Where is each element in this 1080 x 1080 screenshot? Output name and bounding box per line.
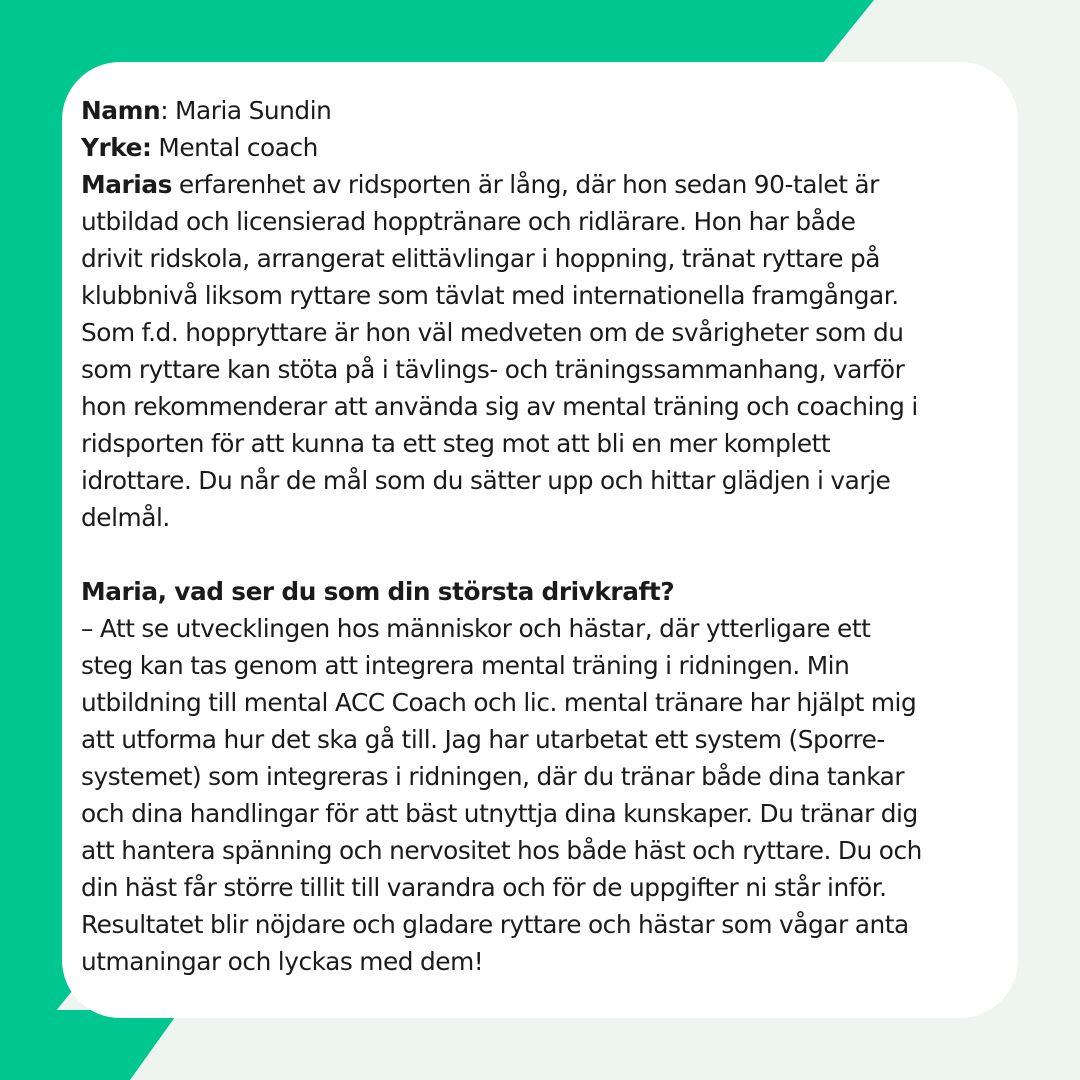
answer-line: Resultatet blir nöjdare och gladare ryttare och hästar som vågar anta: [81, 910, 909, 939]
answer-line: – Att se utvecklingen hos människor och hästar, där ytterligare ett: [81, 614, 871, 643]
bio-line: drivit ridskola, arrangerat elittävlingar i hoppning, tränat ryttare på: [81, 244, 881, 273]
answer-line: utmaningar och lyckas med dem!: [81, 947, 484, 976]
name-value: : Maria Sundin: [160, 96, 332, 125]
bio-lead: Marias: [81, 170, 172, 199]
profession-value: Mental coach: [151, 133, 318, 162]
answer-line: utbildning till mental ACC Coach och lic. mental tränare har hjälpt mig: [81, 688, 917, 717]
name-label: Namn: [81, 96, 161, 125]
bio-text: erfarenhet av ridsporten är lång, där hon sedan 90-talet är: [171, 170, 879, 199]
answer-line: och dina handlingar för att bäst utnyttja dina kunskaper. Du tränar dig: [81, 799, 918, 828]
answer-line: systemet) som integreras i ridningen, där du tränar både dina tankar: [81, 762, 905, 791]
answer-line: din häst får större tillit till varandra och för de uppgifter ni står inför.: [81, 873, 887, 902]
name-row: [81, 92, 1004, 129]
bio-line: utbildad och licensierad hopptränare och ridlärare. Hon har både: [81, 207, 856, 236]
green-band-bottom: [0, 1010, 180, 1080]
bio-line: som ryttare kan stöta på i tävlings- och träningssammanhang, varför: [81, 355, 905, 384]
paragraph-spacer: [81, 536, 1004, 573]
bio-line: ridsporten för att kunna ta ett steg mot att bli en mer komplett: [81, 429, 831, 458]
answer-line: att utforma hur det ska gå till. Jag har utarbetat ett system (Sporre-: [81, 725, 885, 754]
bio-line: klubbnivå liksom ryttare som tävlat med internationella framgångar.: [81, 281, 899, 310]
bio-line: idrottare. Du når de mål som du sätter upp och hittar glädjen i varje: [81, 466, 891, 495]
answer-line: att hantera spänning och nervositet hos både häst och ryttare. Du och: [81, 836, 922, 865]
bio-line: hon rekommenderar att använda sig av mental träning och coaching i: [81, 392, 918, 421]
answer-line: steg kan tas genom att integrera mental träning i ridningen. Min: [81, 651, 850, 680]
text-card: [62, 62, 1018, 1018]
question-text: Maria, vad ser du som din största drivkraft?: [81, 577, 675, 606]
interview-question: [81, 573, 1004, 610]
profession-row: [81, 129, 1004, 166]
profession-label: Yrke:: [81, 133, 152, 162]
bio-line: Som f.d. hoppryttare är hon väl medveten om de svårigheter som du: [81, 318, 904, 347]
bio-line: [81, 166, 1004, 203]
bio-line: delmål.: [81, 503, 170, 532]
